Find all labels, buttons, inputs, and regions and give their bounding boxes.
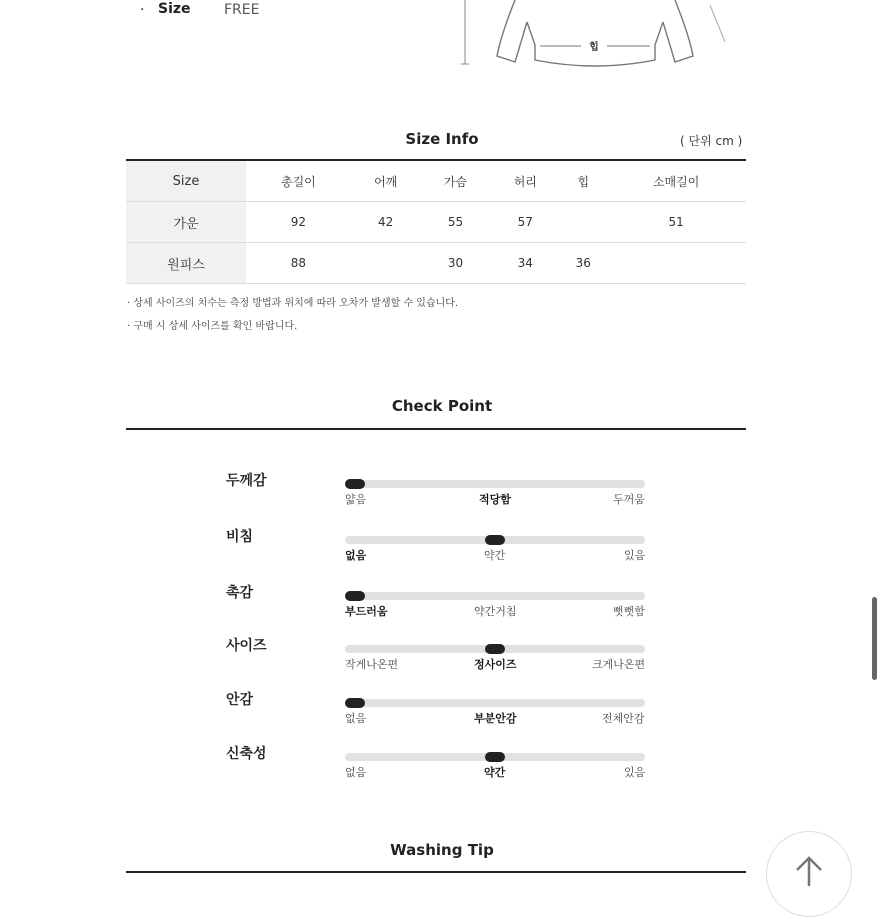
check-option-low: 작게나온편 xyxy=(345,658,399,671)
check-option-low: 얇음 xyxy=(345,493,367,506)
check-indicator xyxy=(345,698,365,708)
check-track xyxy=(345,536,645,544)
check-option-low: 부드러움 xyxy=(345,605,388,618)
check-option-mid: 정사이즈 xyxy=(474,658,517,671)
size-note: · 상세 사이즈의 치수는 측정 방법과 위치에 따라 오차가 발생할 수 있습니다. xyxy=(127,298,459,309)
check-track xyxy=(345,699,645,707)
garment-sketch xyxy=(455,0,735,75)
table-cell: 34 xyxy=(517,256,533,270)
table-row xyxy=(126,243,746,284)
size-table-header xyxy=(126,160,746,202)
size-note: · 구매 시 상세 사이즈를 확인 바랍니다. xyxy=(127,321,298,332)
size-table xyxy=(126,159,746,284)
check-indicator xyxy=(345,591,365,601)
section-divider xyxy=(126,871,746,873)
check-indicator xyxy=(485,535,505,545)
check-indicator xyxy=(345,479,365,489)
check-option-mid: 약간 xyxy=(484,549,506,562)
size-value: FREE xyxy=(224,2,260,18)
unit-note: ( 단위 cm ) xyxy=(680,134,743,148)
header-waist: 허리 xyxy=(513,174,537,189)
header-sleeve-length: 소매길이 xyxy=(652,174,700,189)
header-shoulder: 어깨 xyxy=(374,174,398,189)
check-option-high: 전체안감 xyxy=(602,712,645,725)
table-cell: 51 xyxy=(668,215,684,229)
check-item-label: 사이즈 xyxy=(226,638,267,654)
scroll-to-top-button[interactable] xyxy=(766,831,852,917)
header-total-length: 총길이 xyxy=(280,174,316,189)
check-item-label: 신축성 xyxy=(226,746,267,762)
check-indicator xyxy=(485,644,505,654)
table-cell: 36 xyxy=(575,256,591,270)
check-option-low: 없음 xyxy=(345,712,367,725)
hip-label: 힙 xyxy=(589,42,599,53)
section-divider xyxy=(126,428,746,430)
check-item-label: 촉감 xyxy=(226,585,254,601)
table-cell xyxy=(560,202,606,243)
check-item xyxy=(0,526,884,576)
check-option-high: 있음 xyxy=(624,766,646,779)
header-size: Size xyxy=(126,160,246,202)
header-hip: 힙 xyxy=(577,174,590,189)
check-option-low: 없음 xyxy=(345,549,367,562)
table-cell: 57 xyxy=(517,215,533,229)
check-track xyxy=(345,480,645,488)
check-item xyxy=(0,470,884,520)
size-info-title: Size Info xyxy=(405,130,479,148)
check-item xyxy=(0,635,884,685)
check-option-low: 없음 xyxy=(345,766,367,779)
arrow-up-icon xyxy=(767,832,851,916)
check-item-label: 비침 xyxy=(226,529,254,545)
check-option-mid: 약간 xyxy=(484,766,506,779)
table-cell: 원피스 xyxy=(126,243,246,284)
check-point-title: Check Point xyxy=(391,397,493,415)
check-option-mid: 약간거침 xyxy=(474,605,517,618)
check-item xyxy=(0,689,884,739)
check-option-mid: 부분안감 xyxy=(474,712,517,725)
check-option-high: 뻣뻣함 xyxy=(613,605,645,618)
check-item-label: 두께감 xyxy=(226,473,267,489)
scrollbar[interactable] xyxy=(872,597,877,680)
washing-tip-title: Washing Tip xyxy=(390,841,494,859)
check-track xyxy=(345,592,645,600)
table-cell: 42 xyxy=(378,215,394,229)
check-track xyxy=(345,645,645,653)
check-item xyxy=(0,743,884,793)
table-cell: 가운 xyxy=(126,202,246,243)
check-item xyxy=(0,582,884,632)
check-option-mid: 적당함 xyxy=(479,493,511,506)
table-cell: 92 xyxy=(290,215,307,229)
check-option-high: 두꺼움 xyxy=(613,493,645,506)
table-cell: 30 xyxy=(447,256,464,270)
check-indicator xyxy=(485,752,505,762)
table-cell xyxy=(351,243,421,284)
check-option-high: 있음 xyxy=(624,549,646,562)
table-cell xyxy=(606,243,746,284)
check-track xyxy=(345,753,645,761)
size-bullet: · xyxy=(140,2,145,18)
check-item-label: 안감 xyxy=(226,692,254,708)
header-chest: 가슴 xyxy=(443,174,468,189)
table-row xyxy=(126,202,746,243)
size-label: Size xyxy=(158,1,191,17)
table-cell: 55 xyxy=(447,215,464,229)
check-option-high: 크게나온편 xyxy=(592,658,646,671)
table-cell: 88 xyxy=(290,256,307,270)
